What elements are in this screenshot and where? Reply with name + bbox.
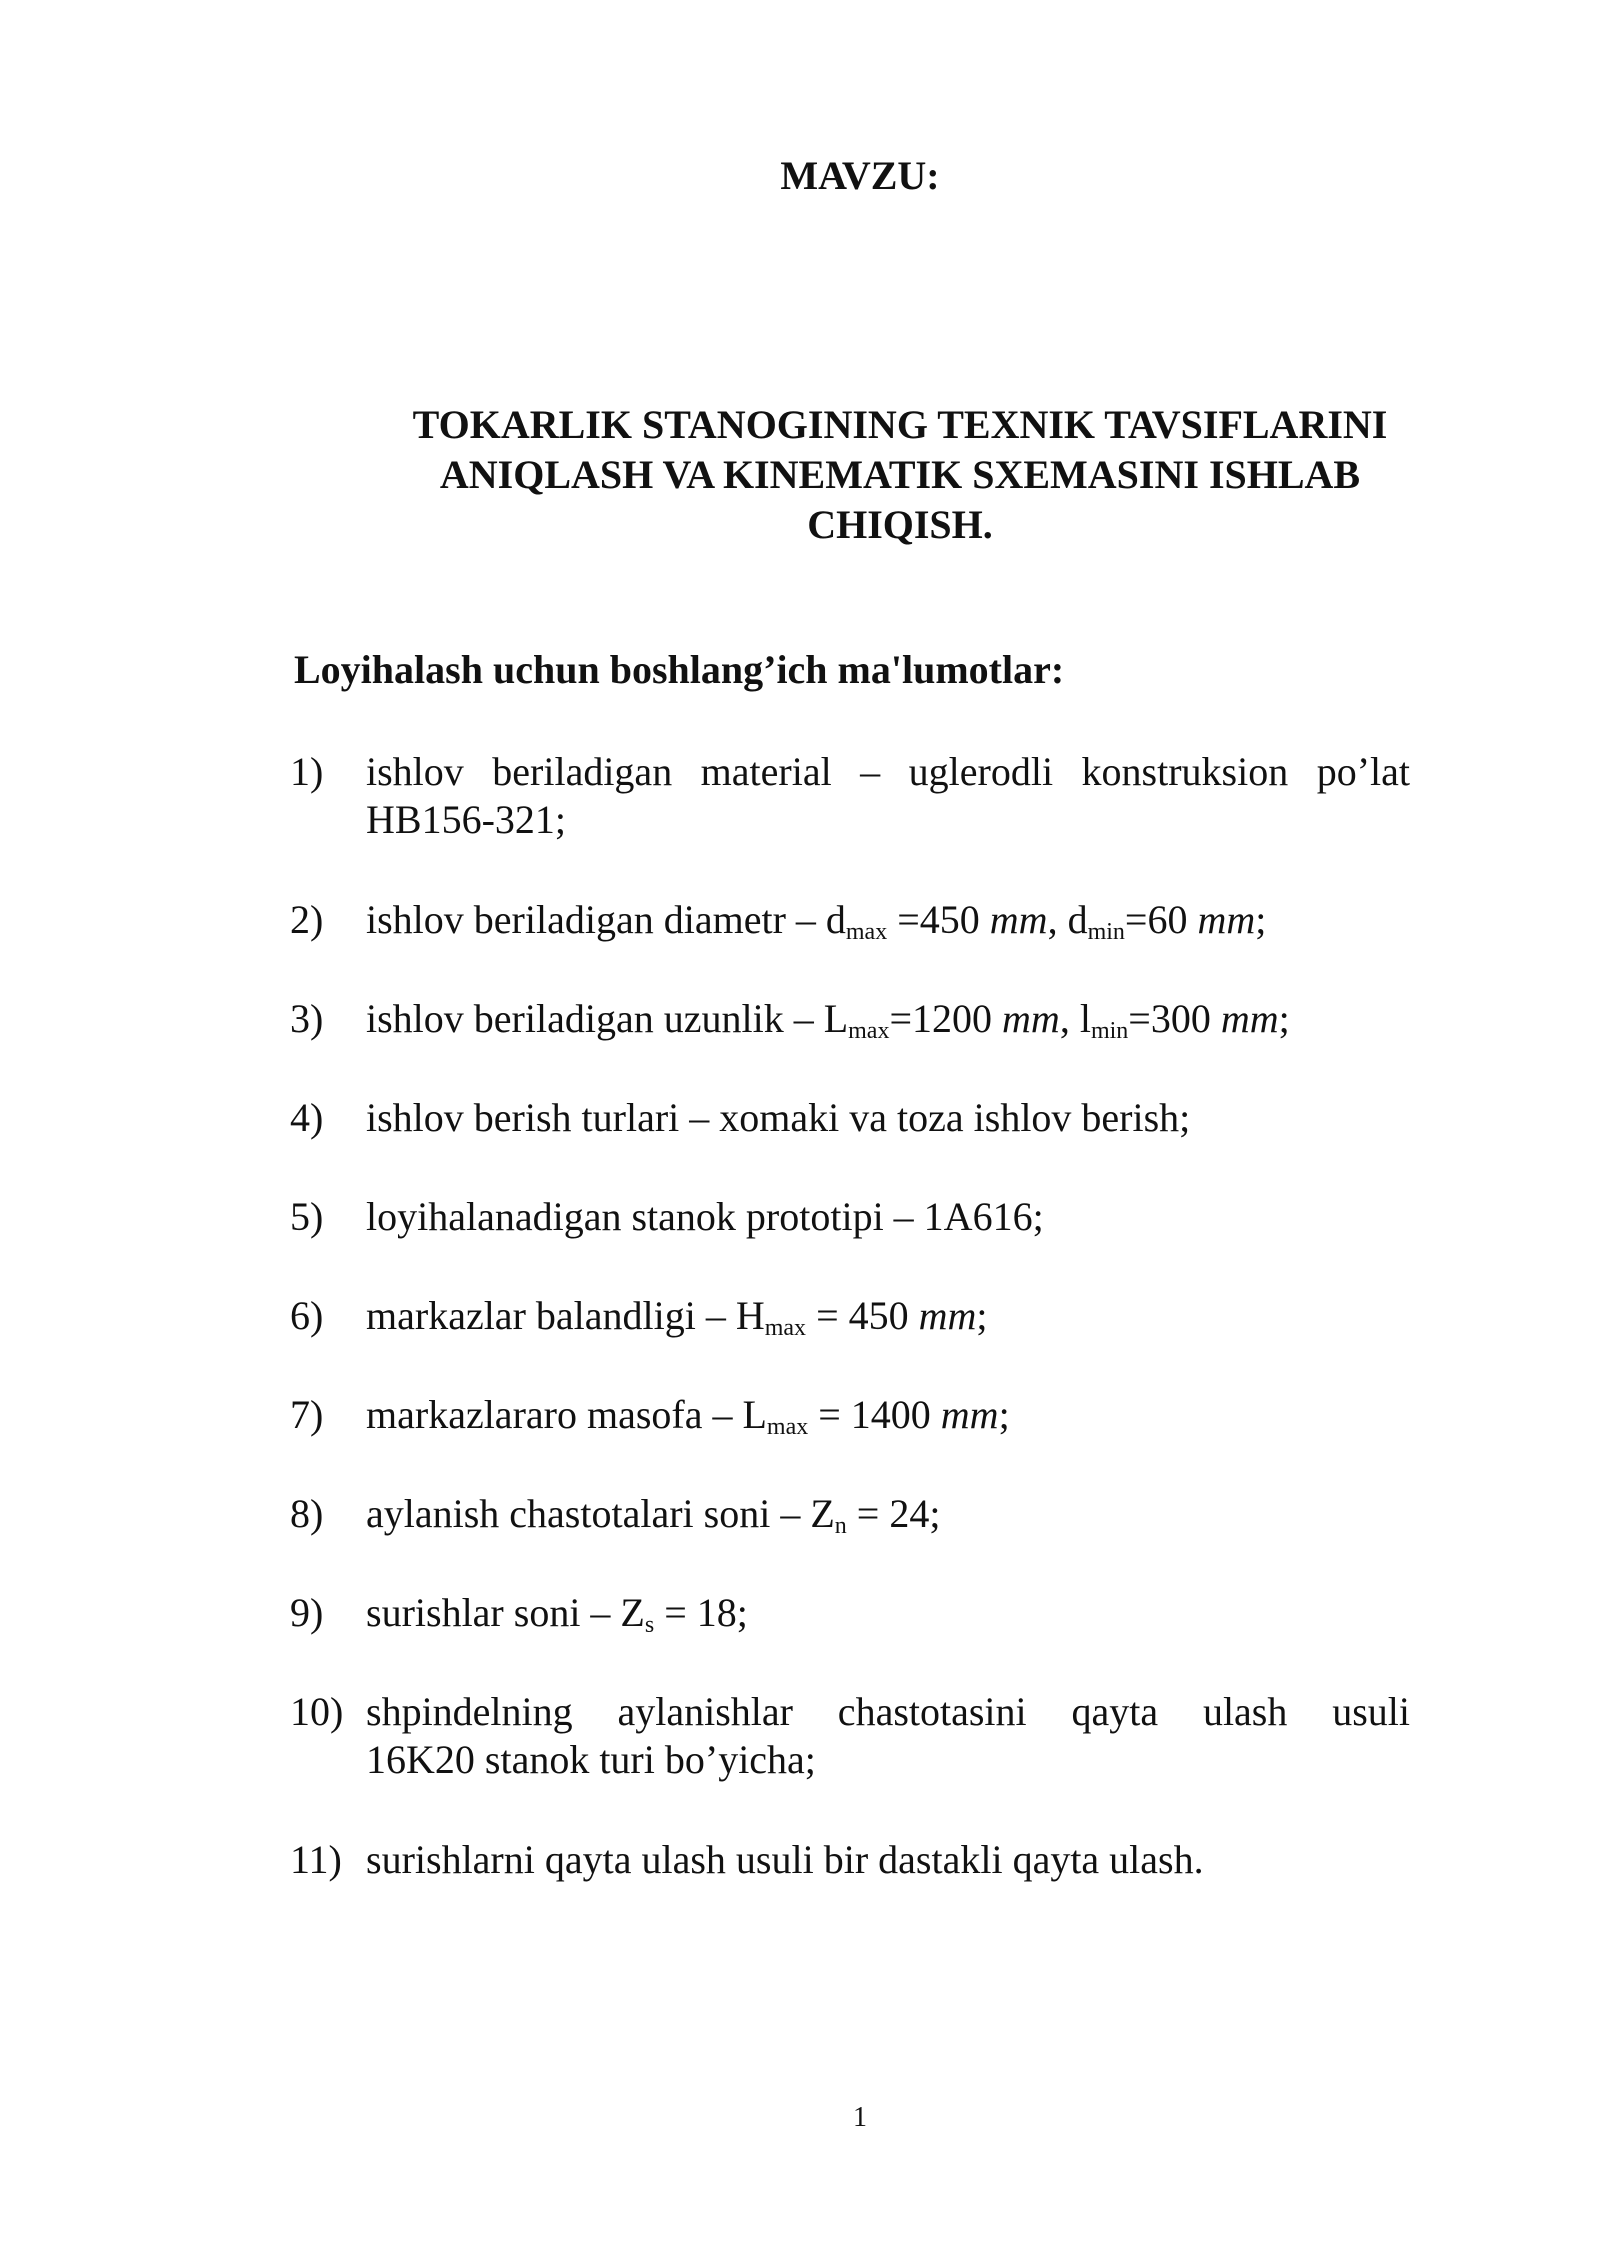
item-text-part: markazlararo masofa – L bbox=[366, 1392, 767, 1437]
item-text-line-2: HB156-321; bbox=[366, 797, 566, 842]
item-text-line-1: ishlov beriladigan material – uglerodli konstruksion po’lat bbox=[366, 749, 1410, 794]
item-number: 3) bbox=[290, 996, 324, 1041]
item-text-part: aylanish chastotalari soni – Z bbox=[366, 1491, 835, 1536]
item-text-part: = 18; bbox=[654, 1590, 748, 1635]
item-text-part: markazlar balandligi – H bbox=[366, 1293, 765, 1338]
item-text-part: = 1400 bbox=[808, 1392, 941, 1437]
item-text bbox=[366, 995, 1410, 1043]
item-text bbox=[366, 1688, 1410, 1784]
unit: mm bbox=[1197, 897, 1256, 942]
item-text-part: =60 bbox=[1124, 897, 1198, 942]
unit: mm bbox=[1220, 996, 1279, 1041]
item-text: surishlarni qayta ulash usuli bir dastakli qayta ulash. bbox=[366, 1837, 1204, 1882]
item-text bbox=[366, 896, 1410, 944]
item-text bbox=[366, 1292, 1410, 1340]
title-line-1: TOKARLIK STANOGINING TEXNIK TAVSIFLARINI bbox=[412, 402, 1388, 447]
item-text-part: = 450 bbox=[806, 1293, 919, 1338]
item-text-part: ishlov beriladigan uzunlik – L bbox=[366, 996, 849, 1041]
subscript: max bbox=[764, 1315, 807, 1341]
item-text bbox=[366, 1490, 1410, 1538]
item-text-line-1: shpindelning aylanishlar chastotasini qayta ulash usuli bbox=[366, 1689, 1410, 1734]
item-text-part: ; bbox=[998, 1392, 1010, 1437]
item-text-part: , d bbox=[1047, 897, 1088, 942]
item-text-part: ; bbox=[1255, 897, 1267, 942]
item-number: 2) bbox=[290, 897, 324, 942]
unit: mm bbox=[989, 897, 1048, 942]
page-number: 1 bbox=[853, 2102, 867, 2133]
unit: mm bbox=[940, 1392, 999, 1437]
item-text-line-2: 16K20 stanok turi bo’yicha; bbox=[366, 1737, 816, 1782]
title-line-2: ANIQLASH VA KINEMATIK SXEMASINI ISHLAB bbox=[439, 452, 1361, 497]
item-number: 11) bbox=[290, 1837, 342, 1882]
item-number: 6) bbox=[290, 1293, 324, 1338]
subscript: s bbox=[644, 1612, 655, 1638]
title-line-3: CHIQISH. bbox=[807, 502, 993, 547]
document-title bbox=[330, 400, 1470, 550]
item-number: 1) bbox=[290, 749, 324, 794]
item-number: 9) bbox=[290, 1590, 324, 1635]
item-number: 7) bbox=[290, 1392, 324, 1437]
item-text: ishlov berish turlari – xomaki va toza ishlov berish; bbox=[366, 1095, 1191, 1140]
item-text-part: ; bbox=[1278, 996, 1290, 1041]
unit: mm bbox=[1002, 996, 1060, 1041]
subscript: max bbox=[848, 1018, 890, 1044]
item-text bbox=[366, 1589, 1410, 1637]
unit: mm bbox=[918, 1293, 977, 1338]
subscript: min bbox=[1090, 1018, 1129, 1044]
item-text-part: =1200 bbox=[889, 996, 1003, 1041]
section-subtitle: Loyihalash uchun boshlang’ich ma'lumotlar: bbox=[294, 647, 1065, 692]
item-number: 4) bbox=[290, 1095, 324, 1140]
subscript: min bbox=[1087, 919, 1125, 945]
item-number: 10) bbox=[290, 1689, 344, 1734]
item-text bbox=[366, 1391, 1410, 1439]
item-text bbox=[366, 748, 1410, 844]
item-text-part: =450 bbox=[887, 897, 990, 942]
item-text-part: surishlar soni – Z bbox=[366, 1590, 645, 1635]
item-number: 5) bbox=[290, 1194, 324, 1239]
item-number: 8) bbox=[290, 1491, 324, 1536]
subscript: max bbox=[766, 1414, 809, 1440]
item-text-part: = 24; bbox=[846, 1491, 941, 1536]
item-text-part: ; bbox=[976, 1293, 988, 1338]
subscript: n bbox=[834, 1513, 847, 1539]
item-text-part: =300 bbox=[1128, 996, 1221, 1041]
item-text: loyihalanadigan stanok prototipi – 1A616; bbox=[366, 1194, 1044, 1239]
topic-heading: MAVZU: bbox=[780, 153, 940, 198]
item-text-part: ishlov beriladigan diametr – d bbox=[366, 897, 846, 942]
subscript: max bbox=[845, 919, 888, 945]
item-text-part: , l bbox=[1059, 996, 1091, 1041]
